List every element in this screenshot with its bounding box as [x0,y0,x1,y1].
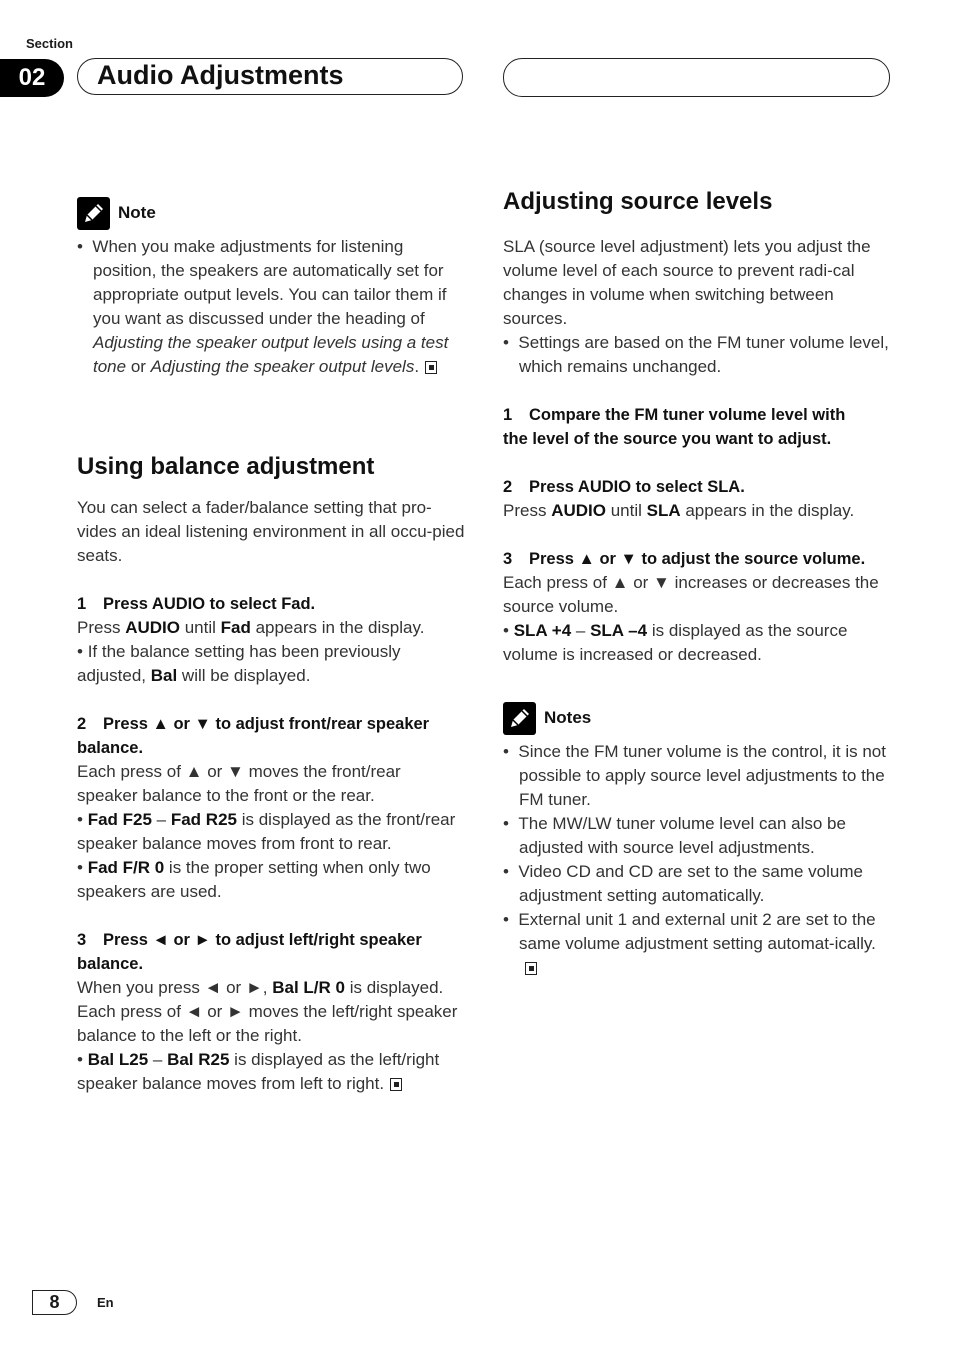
pencil-icon [503,702,536,735]
right-column [503,187,891,980]
balance-intro: You can select a fader/balance setting that pro-vides an ideal listening environment in all occu-pied seats. [77,498,465,565]
left-column [77,196,465,1096]
end-mark-icon [390,1078,402,1091]
balance-step3-text2: Each press of ◄ or ► moves the left/right speaker balance to the left or the right. [77,1002,458,1045]
source-step3-bullet: • SLA +4 – SLA –4 is displayed as the source volume is increased or decreased. [503,621,848,664]
end-mark-icon [425,361,437,374]
page-title: Audio Adjustments [97,60,344,90]
source-step1-title: 1 Compare the FM tuner volume level with the level of the source you want to adjust. [503,406,846,448]
source-step3-text: Each press of ▲ or ▼ increases or decreases the source volume. [503,573,879,616]
balance-step3-bullet: • Bal L25 – Bal R25 is displayed as the left/right speaker balance moves from left to right. [77,1050,440,1093]
section-label: Section [26,36,73,51]
source-heading: Adjusting source levels [503,188,773,215]
source-intro: SLA (source level adjustment) lets you adjust the volume level of each source to prevent radi-cal changes in volume when switching between sources. [503,237,871,328]
balance-step3-title: 3 Press ◄ or ► to adjust left/right speaker balance. [77,931,422,973]
balance-step1-text: Press AUDIO until Fad appears in the display. [77,618,425,637]
source-step3-title: 3 Press ▲ or ▼ to adjust the source volume. [503,550,866,568]
balance-step2-bullet1: • Fad F25 – Fad R25 is displayed as the front/rear speaker balance moves from front to rear. [77,810,456,853]
notes-item: • The MW/LW tuner volume level can also be adjusted with source level adjustments. [503,814,846,857]
end-mark-icon [525,962,537,975]
balance-step1-title: 1 Press AUDIO to select Fad. [77,595,316,613]
balance-step1-bullet: • If the balance setting has been previously adjusted, Bal will be displayed. [77,642,401,685]
notes-item: • Since the FM tuner volume is the control, it is not possible to apply source level adjustments to the FM tuner. [503,742,886,809]
note-header [77,196,465,230]
language-code: En [97,1295,114,1310]
balance-step2-title: 2 Press ▲ or ▼ to adjust front/rear speaker balance. [77,715,430,757]
pencil-icon [77,197,110,230]
page-number: 8 [32,1290,77,1315]
balance-step2-bullet2: • Fad F/R 0 is the proper setting when only two speakers are used. [77,858,431,901]
section-number-badge: 02 [0,59,64,97]
note-title: Note [118,203,156,222]
notes-item: • External unit 1 and external unit 2 are set to the same volume adjustment setting automat-ically. [503,908,891,980]
notes-item: • Video CD and CD are set to the same volume adjustment setting automatically. [503,862,863,905]
note-bullet: • When you make adjustments for listening position, the speakers are automatically set for appropriate output levels. You can tailor them if you want as discussed under the heading of Adjusting the speaker output levels using a test tone or Adjusting the speaker output levels. [77,237,449,376]
balance-step3-text: When you press ◄ or ►, Bal L/R 0 is displayed. [77,978,444,997]
notes-header [503,701,891,735]
balance-step2-text: Each press of ▲ or ▼ moves the front/rear speaker balance to the front or the rear. [77,762,401,805]
empty-header-frame [503,58,890,97]
balance-heading: Using balance adjustment [77,453,375,480]
source-step2-title: 2 Press AUDIO to select SLA. [503,478,745,496]
notes-title: Notes [544,708,592,727]
source-intro-bullet: • Settings are based on the FM tuner volume level, which remains unchanged. [503,333,889,376]
source-step2-text: Press AUDIO until SLA appears in the display. [503,501,855,520]
